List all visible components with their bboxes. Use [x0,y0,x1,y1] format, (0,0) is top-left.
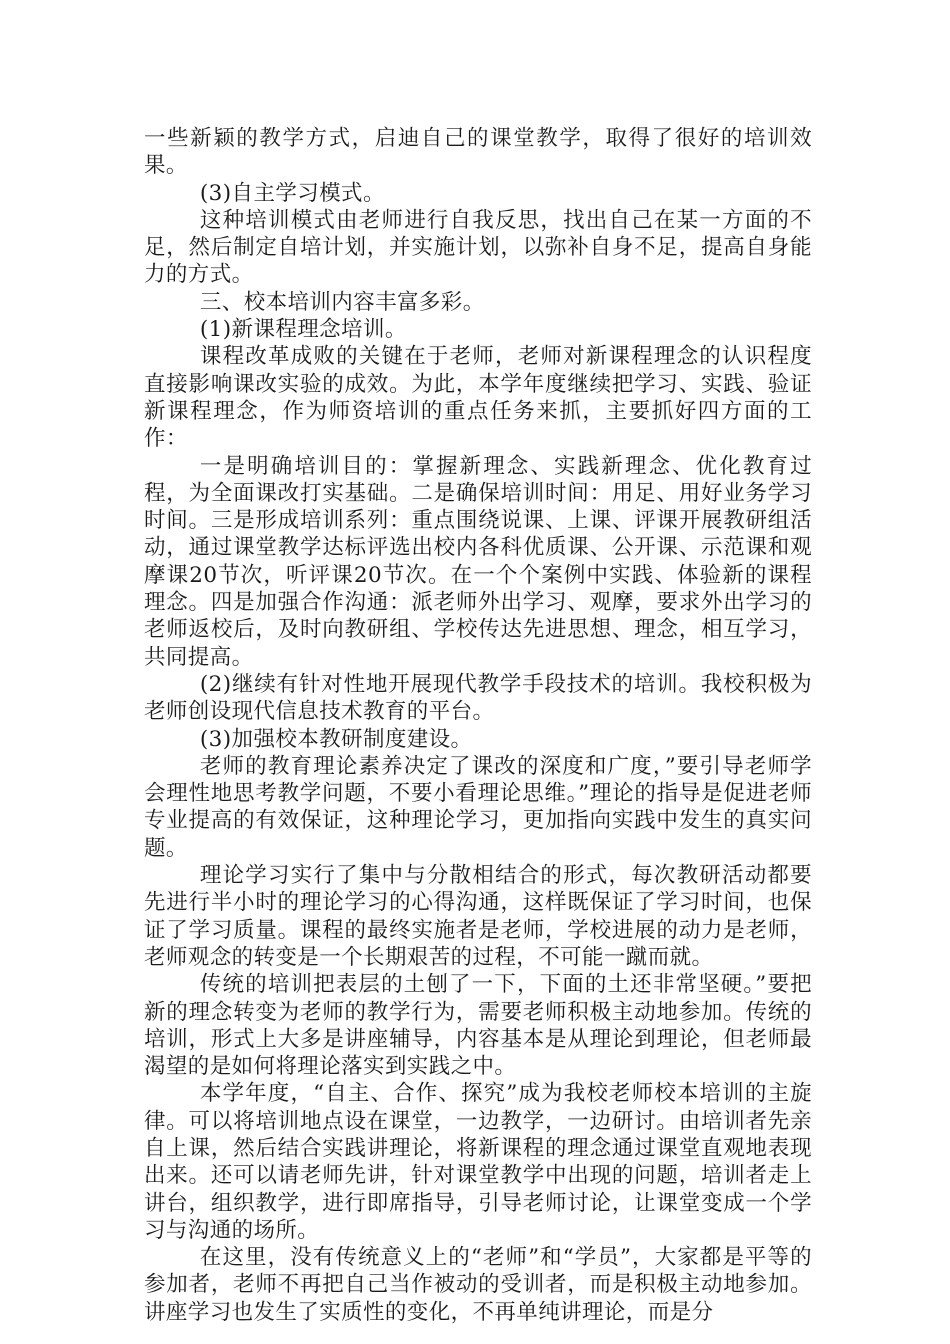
paragraph-2: (3)自主学习模式。 [199,180,385,206]
paragraph-7: 一是明确培训目的：掌握新理念、实践新理念、优化教育过程，为全面课改打实基础。二是确保培训时间：用足、用好业务学习时间。三是形成培训系列：重点围绕说课、上课、评课开展教研组活动，通过课堂教学达标评选出校内各科优质课、公开课、示范课和观摩课20节次，听评课20节次。在一个个案例中实践、体验新的课程理念。四是加强合作沟通：派老师外出学习、观摩，要求外出学习的老师返校后，及时向教研组、学校传达先进思想、理念，相互学习，共同提高。 [144,453,812,670]
document-body [144,125,812,1326]
paragraph-11: 理论学习实行了集中与分散相结合的形式，每次教研活动都要先进行半小时的理论学习的心得沟通，这样既保证了学习时间，也保证了学习质量。课程的最终实施者是老师，学校进展的动力是老师，老师观念的转变是一个长期艰苦的过程，不可能一蹴而就。 [144,863,812,970]
paragraph-12: 传统的培训把表层的土刨了一下，下面的土还非常坚硬。”要把新的理念转变为老师的教学行为，需要老师积极主动地参加。传统的培训，形式上大多是讲座辅导，内容基本是从理论到理论，但老师最渴望的是如何将理论落实到实践之中。 [144,972,812,1080]
paragraph-8: (2)继续有针对性地开展现代教学手段技术的培训。我校积极为老师创设现代信息技术教育的平台。 [144,671,812,725]
paragraph-1: 一些新颖的教学方式，启迪自己的课堂教学，取得了很好的培训效果。 [144,126,812,179]
paragraph-3: 这种培训模式由老师进行自我反思，找出自己在某一方面的不足，然后制定自培计划，并实施计划，以弥补自身不足，提高自身能力的方式。 [144,207,812,288]
subheading-3: (3)加强校本教研制度建设。 [199,726,473,752]
paragraph-14: 在这里，没有传统意义上的“老师”和“学员”，大家都是平等的参加者，老师不再把自己当作被动的受训者，而是积极主动地参加。讲座学习也发生了实质性的变化，不再单纯讲理论，而是分 [144,1245,812,1325]
paragraph-13: 本学年度，“自主、合作、探究”成为我校老师校本培训的主旋律。可以将培训地点设在课堂，一边教学，一边研讨。由培训者先亲自上课，然后结合实践讲理论，将新课程的理念通过课堂直观地表现出来。还可以请老师先讲，针对课堂教学中出现的问题，培训者走上讲台，组织教学，进行即席指导，引导老师讨论，让课堂变成一个学习与沟通的场所。 [144,1081,812,1243]
subheading-1: (1)新课程理念培训。 [199,317,407,343]
paragraph-6: 课程改革成败的关键在于老师，老师对新课程理念的认识程度直接影响课改实验的成效。为此，本学年度继续把学习、实践、验证新课程理念，作为师资培训的重点任务来抓，主要抓好四方面的工作： [144,344,812,452]
section-heading-3: 三、校本培训内容丰富多彩。 [199,289,485,315]
paragraph-10: 老师的教育理论素养决定了课改的深度和广度，”要引导老师学会理性地思考教学问题，不要小看理论思维。”理论的指导是促进老师专业提高的有效保证，这种理论学习，更加指向实践中发生的真实问题。 [144,753,812,861]
